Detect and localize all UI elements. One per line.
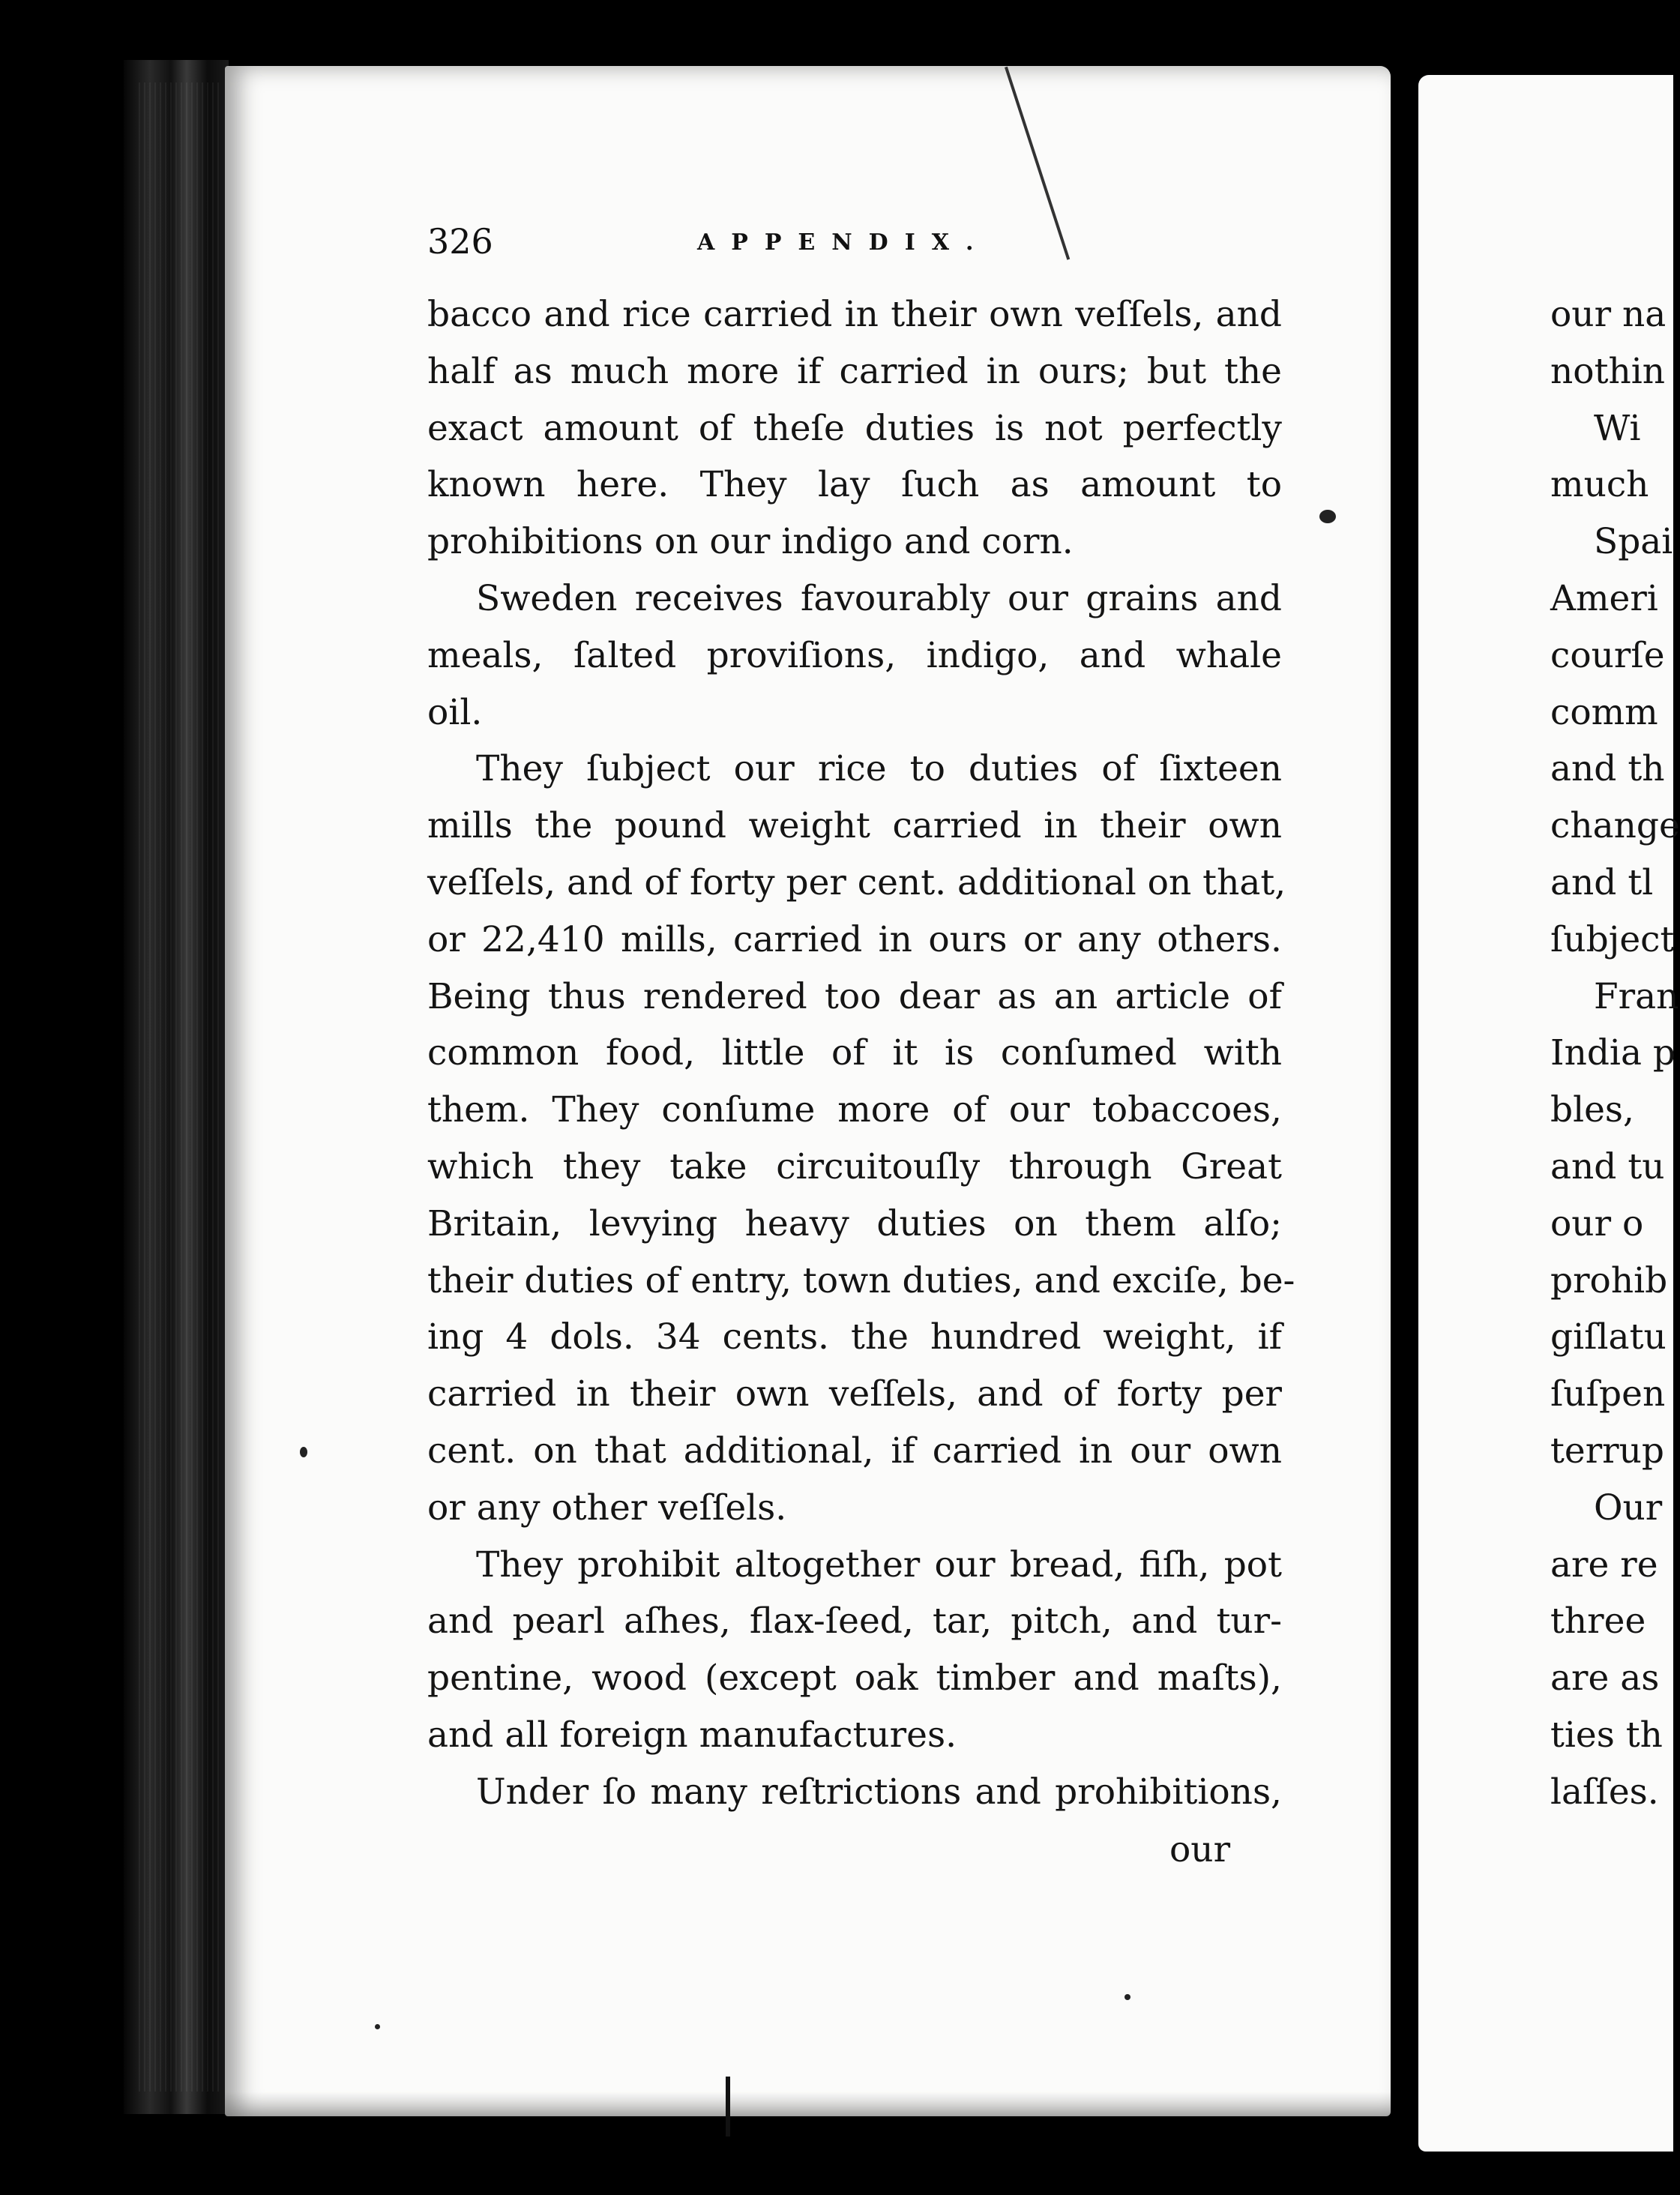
- running-head: APPENDIX.: [697, 229, 990, 256]
- text-line: giſlatu: [1550, 1316, 1667, 1358]
- text-line: oil.: [427, 691, 483, 733]
- text-line: Wi: [1594, 407, 1641, 449]
- text-line: Under ſo many reſtrictions and prohibitions,: [476, 1771, 1282, 1813]
- text-line: their duties of entry, town duties, and exciſe, be-: [427, 1259, 1295, 1301]
- text-line: or 22,410 mills, carried in ours or any others.: [427, 918, 1282, 960]
- text-line: are re: [1550, 1544, 1658, 1586]
- text-line: and pearl aſhes, flax-ſeed, tar, pitch, and tur-: [427, 1601, 1282, 1643]
- text-line: Ameri: [1550, 577, 1658, 619]
- text-line: ties th: [1550, 1714, 1663, 1756]
- text-line: nothin: [1550, 350, 1666, 392]
- text-line: and tu: [1550, 1145, 1665, 1187]
- ink-speck: [300, 1447, 307, 1457]
- ink-speck: [1319, 510, 1336, 523]
- text-line: comm: [1550, 691, 1658, 733]
- text-line: our o: [1550, 1202, 1644, 1244]
- text-line: They ſubject our rice to duties of ſixteen: [476, 748, 1282, 790]
- text-line: cent. on that additional, if carried in our own: [427, 1430, 1282, 1472]
- text-line: our na: [1550, 294, 1667, 335]
- text-line: courſe: [1550, 634, 1665, 676]
- text-line: Spai: [1594, 521, 1673, 563]
- text-line: are as: [1550, 1657, 1660, 1699]
- text-line: They prohibit altogether our bread, fiſh, pot: [476, 1544, 1282, 1586]
- text-line: which they take circuitouſly through Great: [427, 1145, 1282, 1187]
- text-line: change: [1550, 805, 1680, 847]
- text-line: Britain, levying heavy duties on them alſo;: [427, 1202, 1282, 1244]
- text-line: ſuſpen: [1550, 1373, 1666, 1415]
- text-line: them. They conſume more of our tobaccoes,: [427, 1089, 1282, 1131]
- text-line: much: [1550, 464, 1649, 506]
- text-line: prohib: [1550, 1259, 1668, 1301]
- text-line: three: [1550, 1601, 1646, 1643]
- text-line: common food, little of it is conſumed with: [427, 1032, 1282, 1074]
- text-line: terrup: [1550, 1430, 1664, 1472]
- page-edge-stripes: [139, 82, 221, 2092]
- text-line: ing 4 dols. 34 cents. the hundred weight, if: [427, 1316, 1282, 1358]
- text-line: laſſes.: [1550, 1771, 1659, 1813]
- text-line: India p: [1550, 1032, 1676, 1074]
- text-line: pentine, wood (except oak timber and maſts),: [427, 1657, 1282, 1699]
- text-line: ſubject: [1550, 918, 1675, 960]
- text-line: and tl: [1550, 861, 1654, 903]
- text-line: veſſels, and of forty per cent. additional on that,: [427, 861, 1286, 903]
- catchword: our: [1169, 1829, 1231, 1870]
- text-line: meals, ſalted proviſions, indigo, and whale: [427, 634, 1282, 676]
- text-line: bacco and rice carried in their own veſſels, and: [427, 294, 1282, 335]
- text-line: mills the pound weight carried in their own: [427, 805, 1282, 847]
- right-page-text: [1550, 286, 1680, 1821]
- text-line: Fran: [1594, 975, 1679, 1017]
- text-line: Being thus rendered too dear as an article of: [427, 975, 1282, 1017]
- text-line: Sweden receives favourably our grains and: [476, 577, 1282, 619]
- text-line: half as much more if carried in ours; but the: [427, 350, 1282, 392]
- text-line: Our: [1594, 1487, 1663, 1529]
- text-line: and th: [1550, 748, 1665, 790]
- text-line: carried in their own veſſels, and of forty per: [427, 1373, 1282, 1415]
- text-line: prohibitions on our indigo and corn.: [427, 521, 1074, 563]
- text-line: and all foreign manufactures.: [427, 1714, 957, 1756]
- text-line: bles,: [1550, 1089, 1634, 1131]
- ink-speck: [1124, 1994, 1130, 2000]
- text-line: known here. They lay ſuch as amount to: [427, 464, 1282, 506]
- text-line: exact amount of theſe duties is not perfectly: [427, 407, 1282, 449]
- ink-speck: [375, 2024, 380, 2029]
- page-shadow: [225, 2092, 1391, 2122]
- text-line: or any other veſſels.: [427, 1487, 787, 1529]
- page-number: 326: [427, 221, 493, 262]
- page-header: [427, 219, 1012, 264]
- binding-thread-mark: [726, 2077, 730, 2137]
- body-text: [427, 286, 1295, 1821]
